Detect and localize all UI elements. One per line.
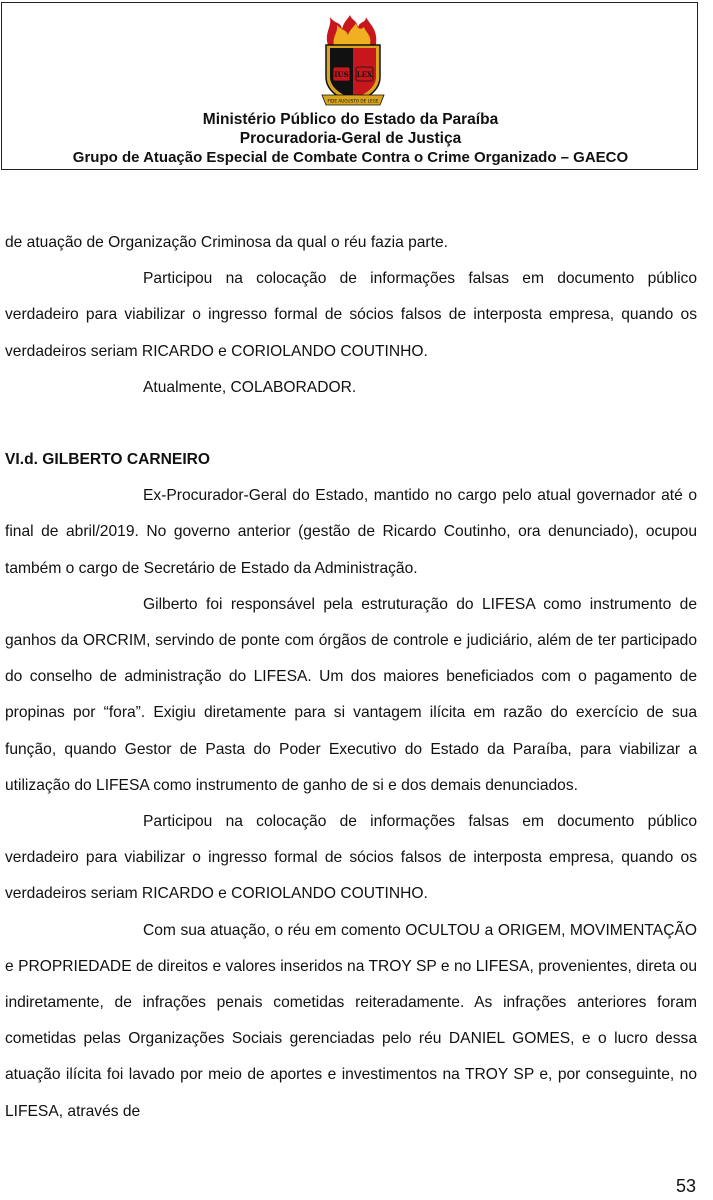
paragraph-gap (5, 406, 697, 442)
institution-seal-icon (320, 15, 386, 107)
paragraph: Participou na colocação de informações falsas em documento público verdadeiro para viabilizar o ingresso formal de sócios falsos de interposta empresa, quando os verdadeiros seriam RICARDO e CORIOLANDO COUTINHO. (5, 813, 697, 903)
paragraph: Gilberto foi responsável pela estruturação do LIFESA como instrumento de ganhos da ORCRIM, servindo de ponte com órgãos de controle e judiciário, além de ter participado do conselho de administração do LIFESA. Um dos maiores beneficiados com o pagamento de propinas por “fora”. Exigiu diretamente para si vantagem ilícita em razão do exercício de sua função, quando Gestor de Pasta do Poder Executivo do Estado da Paraíba, para viabilizar a utilização do LIFESA como instrumento de ganho de si e dos demais denunciados. (5, 595, 697, 794)
section-title: VI.d. GILBERTO CARNEIRO (5, 451, 211, 469)
paragraph: Participou na colocação de informações falsas em documento público verdadeiro para viabilizar o ingresso formal de sócios falsos de interposta empresa, quando os verdadeiros seriam RICARDO e CORIOLANDO COUTINHO. (5, 270, 697, 360)
seal-motto: FIDE AUGUSTO DE LEGE (327, 98, 379, 104)
page-number: 53 (675, 1176, 696, 1196)
paragraph-continuation: de atuação de Organização Criminosa da qual o réu fazia parte. (5, 234, 448, 251)
document-body (5, 225, 697, 1130)
header-gaeco: Grupo de Atuação Especial de Combate Contra o Crime Organizado – GAECO (72, 149, 629, 166)
header-ministry: Ministério Público do Estado da Paraíba (202, 111, 499, 128)
letterhead (1, 2, 698, 170)
seal-left-text: IUS (334, 70, 349, 79)
paragraph: Atualmente, COLABORADOR. (143, 378, 357, 396)
seal-right-text: LEX (356, 70, 373, 79)
header-procuradoria: Procuradoria-Geral de Justiça (239, 130, 462, 147)
paragraph: Com sua atuação, o réu em comento OCULTOU a ORIGEM, MOVIMENTAÇÃO e PROPRIEDADE de direitos e valores inseridos na TROY SP e no LIFESA, provenientes, direta ou indiretamente, de infrações penais cometidas reiteradamente. As infrações anteriores foram cometidas pelas Organizações Sociais gerenciadas pelo réu DANIEL GOMES, e o lucro dessa atuação ilícita foi lavado por meio de aportes e investimentos na TROY SP e, por conseguinte, no LIFESA, através de (5, 921, 697, 1120)
paragraph: Ex-Procurador-Geral do Estado, mantido no cargo pelo atual governador até o final de abril/2019. No governo anterior (gestão de Ricardo Coutinho, ora denunciado), ocupou também o cargo de Secretário de Estado da Administração. (5, 487, 697, 577)
